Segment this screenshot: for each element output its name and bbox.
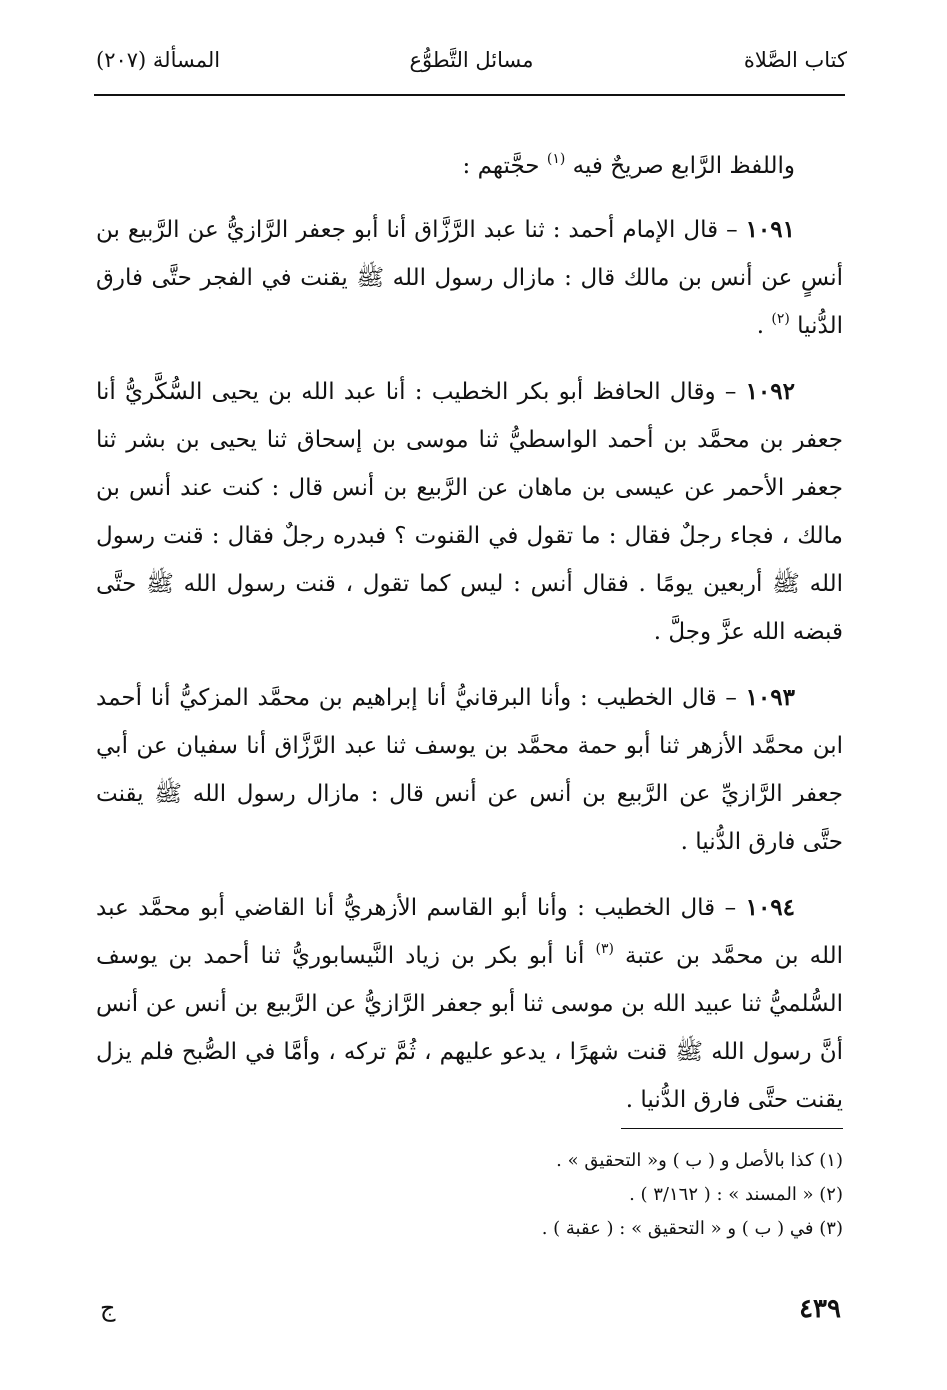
issue-number: المسألة (٢٠٧)	[96, 48, 221, 72]
footnote-ref: (٣)	[595, 941, 614, 957]
footnotes	[96, 1144, 843, 1246]
intro-paragraph	[96, 142, 843, 190]
footnote-ref: (٢)	[771, 311, 790, 327]
hadith-text: – وقال الحافظ أبو بكر الخطيب : أنا عبد الله بن يحيى السُّكَّريُّ أنا جعفر بن محمَّد بن أحمد الواسطيُّ ثنا موسى بن إسحاق ثنا يحيى بن بشر ثنا جعفر الأحمر عن عيسى بن ماهان عن الرَّبيع بن أنس قال : كنت عند أنس بن مالك ، فجاء رجلٌ فقال : ما تقول في القنوت ؟ فبدره رجلٌ فقال : قنت رسول الله ﷺ أربعين يومًا . فقال أنس : ليس كما تقول ، قنت رسول الله ﷺ حتَّى قبضه الله عزَّ وجلَّ .	[96, 379, 843, 645]
hadith-text-end: أنا أبو بكر بن زياد النَّيسابوريُّ ثنا أحمد بن يوسف السُّلميُّ ثنا عبيد الله بن موسى ثنا أبو جعفر الرَّازيُّ عن الرَّبيع بن أنس عن أنس أنَّ رسول الله ﷺ قنت شهرًا ، يدعو عليهم ، ثُمَّ تركه ، وأمَّا في الصُّبح فلم يزل يقنت حتَّى فارق الدُّنيا .	[96, 943, 844, 1113]
hadith-number: ١٠٩١	[745, 216, 795, 243]
hadith-paragraph	[96, 206, 843, 350]
running-head	[96, 48, 847, 88]
page-number: ٤٣٩	[799, 1294, 841, 1324]
section-title: مسائل التَّطوُّع	[409, 48, 534, 72]
hadith-text: – قال الإمام أحمد : ثنا عبد الرَّزَّاق أنا أبو جعفر الرَّازيُّ عن الرَّبيع بن أنسٍ عن أنس بن مالك قال : مازال رسول الله ﷺ يقنت في الفجر حتَّى فارق الدُّنيا	[96, 217, 843, 339]
header-rule	[94, 94, 845, 96]
hadith-paragraph	[96, 368, 843, 656]
hadith-number: ١٠٩٣	[745, 684, 795, 711]
book-title: كتاب الصَّلاة	[743, 48, 847, 72]
footnote-rule	[621, 1128, 843, 1129]
hadith-paragraph	[96, 674, 843, 866]
footnote-ref: (١)	[546, 151, 566, 167]
hadith-paragraph	[96, 884, 843, 1124]
intro-text: واللفظ الرَّابع صريحٌ فيه	[572, 153, 795, 179]
hadith-text: – قال الخطيب : وأنا أبو القاسم الأزهريُّ أنا القاضي أبو محمَّد عبد الله بن محمَّد بن عتبة	[96, 895, 843, 969]
hadith-text: – قال الخطيب : وأنا البرقانيُّ أنا إبراهيم بن محمَّد المزكيُّ أنا أحمد ابن محمَّد الأزهر ثنا أبو حمة محمَّد بن يوسف ثنا عبد الرَّزَّاق أنا سفيان عن أبي جعفر الرَّازيِّ عن الرَّبيع بن أنس عن أنس قال : مازال رسول الله ﷺ يقنت حتَّى فارق الدُّنيا .	[96, 685, 843, 855]
footnote-1: (١) كذا بالأصل و ( ب ) و« التحقيق » .	[556, 1150, 843, 1171]
signature-mark: ج	[100, 1294, 116, 1322]
main-text	[96, 142, 843, 1142]
hadith-number: ١٠٩٢	[745, 378, 795, 405]
intro-text-end: حجَّتهم :	[462, 153, 540, 179]
footnote-3: (٣) في ( ب ) و « التحقيق » : ( عقبة ) .	[541, 1218, 843, 1239]
hadith-text-end: .	[756, 313, 765, 339]
footnote-2: (٢) « المسند » : ( ٣/١٦٢ ) .	[629, 1184, 843, 1205]
hadith-number: ١٠٩٤	[745, 894, 796, 921]
